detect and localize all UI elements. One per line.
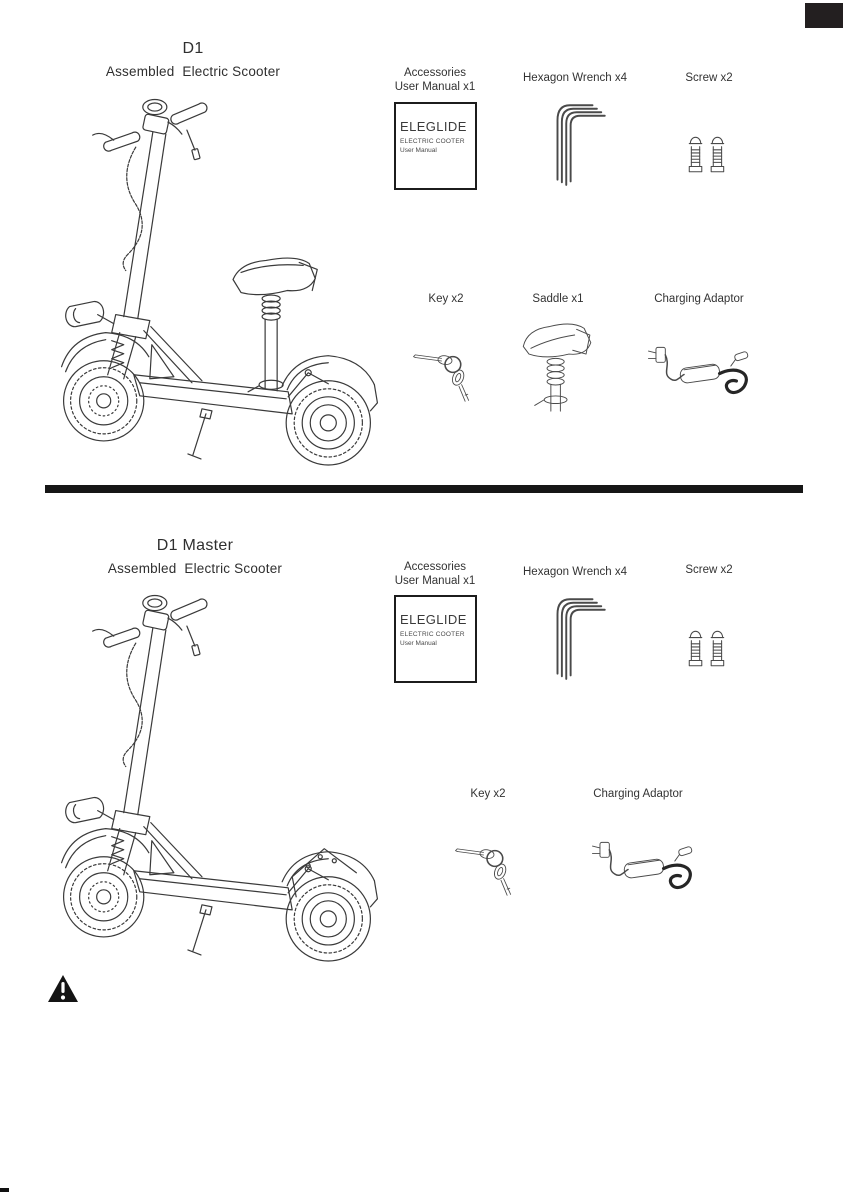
page-corner-tab: [805, 3, 843, 28]
section2-charging-label: Charging Adaptor: [593, 788, 683, 800]
manual-subtitle: ELECTRIC COOTER: [400, 138, 465, 145]
scooter-with-saddle-illustration: [55, 92, 387, 468]
saddle-icon: [517, 316, 599, 414]
manual-brand: ELEGLIDE: [400, 119, 467, 134]
section1-screw-label: Screw x2: [685, 72, 733, 84]
section1-key-label: Key x2: [428, 293, 464, 305]
section1-accessories-label: Accessories User Manual x1: [394, 67, 476, 93]
section1-hexagon-wrench-label: Hexagon Wrench x4: [523, 72, 627, 84]
scooter-without-saddle-illustration: [55, 588, 387, 964]
section1-title: D1: [182, 40, 204, 57]
bottom-bar-fragment: [0, 1188, 9, 1192]
manual-caption: User Manual: [400, 640, 437, 647]
section2-hexagon-wrench-label: Hexagon Wrench x4: [523, 566, 627, 578]
section1-subtitle: Assembled Electric Scooter: [105, 64, 281, 79]
section1-saddle-label: Saddle x1: [532, 293, 584, 305]
section2-accessories-label: Accessories User Manual x1: [394, 561, 476, 587]
keys-icon: [410, 332, 480, 404]
manual-brand: ELEGLIDE: [400, 612, 467, 627]
section2-screw-label: Screw x2: [685, 564, 733, 576]
screws-icon: [683, 133, 731, 175]
section-divider-bar: [45, 485, 803, 493]
charging-adaptor-icon: [582, 833, 704, 891]
charging-adaptor-icon: [638, 338, 760, 396]
manual-subtitle: ELECTRIC COOTER: [400, 631, 465, 638]
keys-icon: [452, 826, 522, 898]
hexagon-wrench-icon: [540, 586, 610, 686]
manual-caption: User Manual: [400, 147, 437, 154]
section1-user-manual-cover: [394, 102, 477, 190]
section2-subtitle: Assembled Electric Scooter: [107, 561, 283, 576]
section1-charging-label: Charging Adaptor: [654, 293, 744, 305]
section2-title: D1 Master: [156, 537, 234, 554]
section2-key-label: Key x2: [470, 788, 506, 800]
section2-user-manual-cover: [394, 595, 477, 683]
hexagon-wrench-icon: [540, 92, 610, 192]
screws-icon: [683, 627, 731, 669]
warning-triangle-icon: [47, 974, 79, 1004]
